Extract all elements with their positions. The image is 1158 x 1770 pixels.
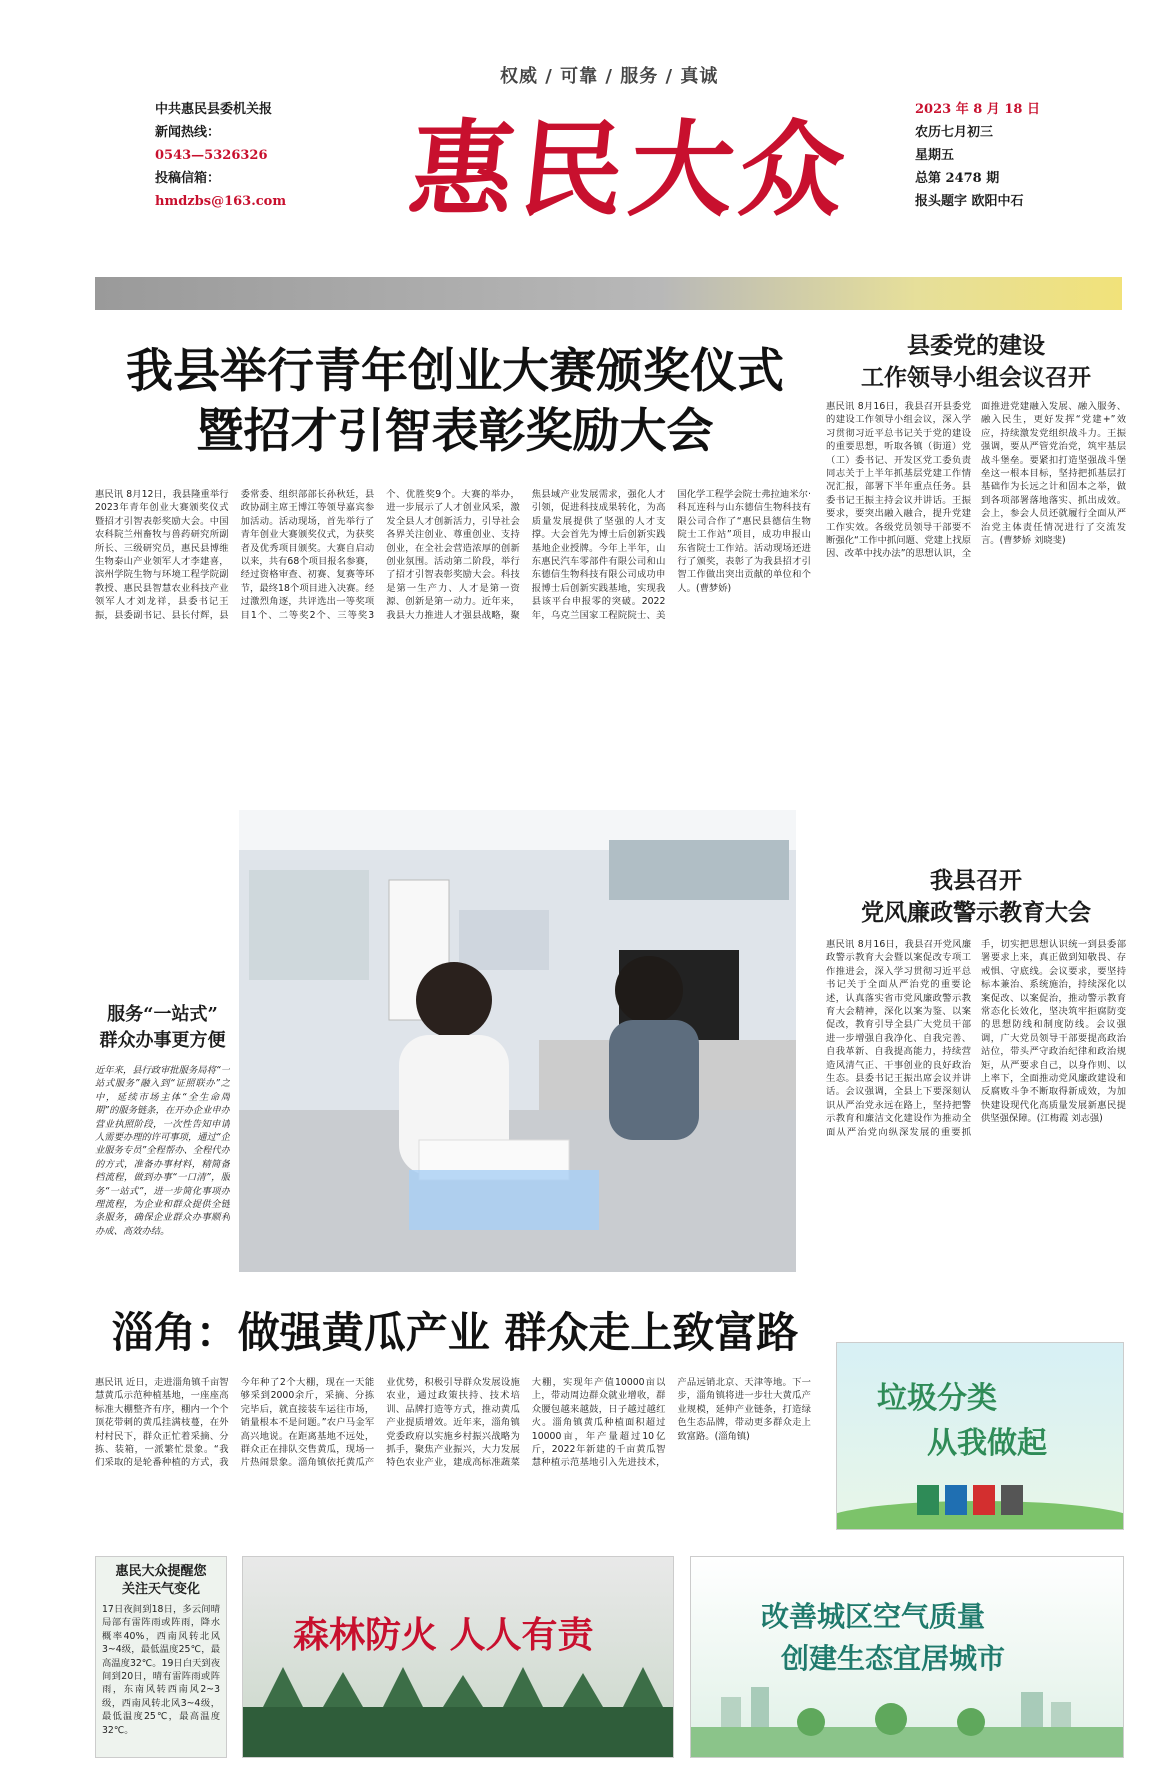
garbage-sorting-ad: [836, 1342, 1124, 1530]
lead-headline-line1: 我县举行青年创业大赛颁奖仪式: [126, 344, 784, 399]
masthead-right-info: [915, 98, 1065, 213]
anti-corruption-headline-line1: 我县召开: [930, 867, 1022, 894]
service-hall-photo: [239, 810, 796, 1272]
newspaper-logo: 惠民大众: [403, 108, 857, 231]
weather-title-line1: 惠民大众提醒您: [115, 1564, 207, 1579]
photo-caption-title-line1: 服务“一站式”: [107, 1004, 218, 1025]
garbage-ad-line1: 垃圾分类: [877, 1381, 997, 1416]
anti-corruption-headline: [826, 865, 1126, 929]
party-building-article-body: 惠民讯 8月16日，我县召开县委党的建设工作领导小组会议，深入学习贯彻习近平总书记关于党的建设的重要思想，听取各镇（街道）党（工）委书记、开发区党工委负责同志关于上半年抓基层党建工作情况汇报，部署下半年重点任务。县委书记王振主持会议并讲话。王振要求，要突出融入融合，提升党建工作实效。各级党员领导干部要不断强化“工作中抓问题、党建上找原因、改革中找办法”的思想认识，全面推进党建融入发展、融入服务、融入民生，更好发挥“党建+”效应，持续激发党组织战斗力。王振强调，要从严管党治党，筑牢基层战斗堡垒。要紧扣打造坚强战斗堡垒这一根本目标，坚持把抓基层打基础作为长远之计和固本之举，做到各项部署落地落实、抓出成效。会上，参会人员还就履行全面从严治党主体责任情况进行了交流发言。(曹梦娇 刘晓斐): [826, 401, 1126, 560]
masthead-color-band: [95, 277, 1122, 310]
issue-number: 总第 2478 期: [915, 171, 1000, 186]
party-building-headline: [826, 330, 1126, 394]
hotline-label: 新闻热线：: [155, 125, 221, 140]
photo-caption: [95, 1002, 230, 1264]
air-quality-ad: [690, 1556, 1124, 1758]
anti-corruption-article-body: 惠民讯 8月16日，我县召开党风廉政警示教育大会暨以案促改专项工作推进会，深入学习贯彻习近平总书记关于全面从严治党的重要论述，认真落实省市党风廉政警示教育大会精神，深化以案为鉴、以案促改，教育引导全县广大党员干部进一步增强自我净化、自我完善、自我革新、自我提高能力，持续营造风清气正、干事创业的良好政治生态。县委书记王振出席会议并讲话。会议强调，全县上下要深刻认识从严治党永远在路上，坚持把警示教育和廉洁文化建设作为推动全面从严治党向纵深发展的重要抓手，切实把思想认识统一到县委部署要求上来，真正做到知敬畏、存戒惧、守底线。会议要求，要坚持标本兼治、系统施治，持续深化以案促改、以案促治，推动警示教育常态化长效化，坚决筑牢拒腐防变的思想防线和制度防线。会议强调，广大党员领导干部要提高政治站位，带头严守政治纪律和政治规矩，从严要求自己，以身作则、以上率下，全面推动党风廉政建设和反腐败斗争不断取得新成效，为加快建设现代化高质量发展新惠民提供坚强保障。(江梅霞 刘志强): [826, 939, 1126, 1138]
forest-fire-ad: [242, 1556, 674, 1758]
green-city-icon: [691, 1687, 1123, 1757]
slogan: 权威 / 可靠 / 服务 / 真诚: [500, 66, 719, 87]
garbage-ad-line2: 从我做起: [927, 1426, 1047, 1461]
forest-fire-ad-text: 森林防火 人人有责: [293, 1614, 594, 1656]
weather-title: [96, 1563, 226, 1599]
lunar-date: 农历七月初三: [915, 125, 994, 140]
service-hall-illustration: [239, 810, 796, 1272]
issue-date: 2023 年 8 月 18 日: [915, 102, 1040, 117]
party-building-headline-line1: 县委党的建设: [907, 332, 1045, 359]
weekday: 星期五: [915, 148, 955, 163]
weather-box: [95, 1556, 227, 1758]
organ-line: 中共惠民县委机关报: [155, 102, 273, 117]
lead-headline-line2: 暨招才引智表彰奖励大会: [196, 404, 714, 459]
photo-caption-body: 近年来，县行政审批服务局将“一站式服务”融入到“证照联办”之中，延续市场主体“全生命周期”的服务链条，在开办企业申办营业执照阶段，一次性告知申请人需要办理的许可事项，通过“企业服务专员”全程帮办、全程代办的方式，准备办事材料，精简备档流程，做到办事“一口清”，服务“一站式”，进一步简化事项办理流程，为企业和群众提供全链条服务，确保企业群众办事顺利办成、高效办结。: [95, 1065, 230, 1237]
forest-trees-icon: [243, 1667, 673, 1757]
email-label: 投稿信箱：: [155, 171, 221, 186]
lead-headline: [95, 342, 815, 462]
recycle-bins-icon: [837, 1463, 1123, 1529]
weather-body: 17日夜间到18日，多云间晴局部有雷阵雨或阵雨，降水概率40%，西南风转北风3~4级，最低温度25℃，最高温度32℃。19日白天到夜间到20日，晴有雷阵雨或阵雨，东南风转西南风2~3级，西南风转北风3~4级，最低温度25℃，最高温度32℃。: [102, 1604, 220, 1736]
hotline-number: 0543—5326326: [155, 148, 268, 163]
lead-article-body: 惠民讯 8月12日，我县隆重举行2023年青年创业大赛颁奖仪式暨招才引智表彰奖励大会。中国农科院兰州畜牧与兽药研究所副所长、三级研究员，惠民县博维生物泰山产业领军人才李建喜，滨州学院生物与环境工程学院副教授、惠民县智慧农业科技产业领军人才刘龙祥，县委书记王振，县委副书记、县长付辉，县委常委、组织部部长孙秋廷，县政协副主席王博江等领导嘉宾参加活动。活动现场，首先举行了青年创业大赛颁奖仪式，为获奖者及优秀项目颁奖。大赛自启动以来，共有68个项目报名参赛，经过资格审查、初赛、复赛等环节，最终18个项目进入决赛。经过激烈角逐，共评选出一等奖项目1个、二等奖2个、三等奖3个、优胜奖9个。大赛的举办，进一步展示了人才创业风采，激发全县人才创新活力，引导社会各界关注创业、尊重创业、支持创业，在全社会营造浓厚的创新创业氛围。活动第二阶段，举行了招才引智表彰奖励大会。科技是第一生产力、人才是第一资源、创新是第一动力。近年来，我县大力推进人才强县战略，聚焦县域产业发展需求，强化人才引领，促进科技成果转化，为高质量发展提供了坚强的人才支撑。大会首先为博士后创新实践基地企业授牌。今年上半年，山东惠民汽车零部件有限公司和山东德信生物科技有限公司成功申报博士后创新实践基地，实现我县该平台申报零的突破。2022年，乌克兰国家工程院院士、美国化学工程学会院士弗拉迪米尔·科瓦连科与山东德信生物科技有限公司合作了“惠民县德信生物院士工作站”项目，成功申报山东省院士工作站。活动现场还进行了颁奖，表彰了为我县招才引智工作做出突出贡献的单位和个人。(曹梦娇): [95, 489, 811, 621]
cucumber-headline: 淄角：做强黄瓜产业 群众走上致富路: [111, 1308, 799, 1357]
weather-title-line2: 关注天气变化: [121, 1582, 200, 1597]
party-building-headline-line2: 工作领导小组会议召开: [861, 364, 1091, 391]
cucumber-article-body: 惠民讯 近日，走进淄角镇千亩智慧黄瓜示范种植基地，一座座高标准大棚整齐有序，棚内一个个顶花带刺的黄瓜挂满枝蔓，在外村村民下，群众正忙着采摘、分拣、装箱，一派繁忙景象。“我们采取的是轮番种植的方式，我今年种了2个大棚，现在一天能够采到2000余斤，采摘、分拣完毕后，就直接装车运往市场，销量根本不是问题。”农户马金军高兴地说。在距离基地不远处，群众正在排队交售黄瓜，现场一片热闹景象。淄角镇依托黄瓜产业优势，积极引导群众发展设施农业，通过政策扶持、技术培训、品牌打造等方式，推动黄瓜产业提质增效。近年来，淄角镇党委政府以实施乡村振兴战略为抓手，聚焦产业振兴，大力发展特色农业产业，建成高标准蔬菜大棚，实现年产值10000亩以上，带动周边群众就业增收，群众腰包越来越鼓，日子越过越红火。淄角镇黄瓜种植面积超过10000亩，年产量超过10亿斤，2022年新建的千亩黄瓜智慧种植示范基地引入先进技术，产品远销北京、天津等地。下一步，淄角镇将进一步壮大黄瓜产业规模，延伸产业链条，打造绿色生态品牌，带动更多群众走上致富路。(淄角镇): [95, 1377, 811, 1469]
photo-caption-title-line2: 群众办事更方便: [99, 1030, 226, 1051]
photo-caption-title: [95, 1002, 230, 1054]
air-ad-line1: 改善城区空气质量: [761, 1600, 986, 1633]
title-credit: 报头题字 欧阳中石: [915, 194, 1024, 209]
email-address: hmdzbs@163.com: [155, 194, 287, 209]
masthead-left-info: [155, 98, 315, 213]
anti-corruption-headline-line2: 党风廉政警示教育大会: [861, 899, 1091, 926]
air-ad-line2: 创建生态宜居城市: [781, 1642, 1006, 1675]
